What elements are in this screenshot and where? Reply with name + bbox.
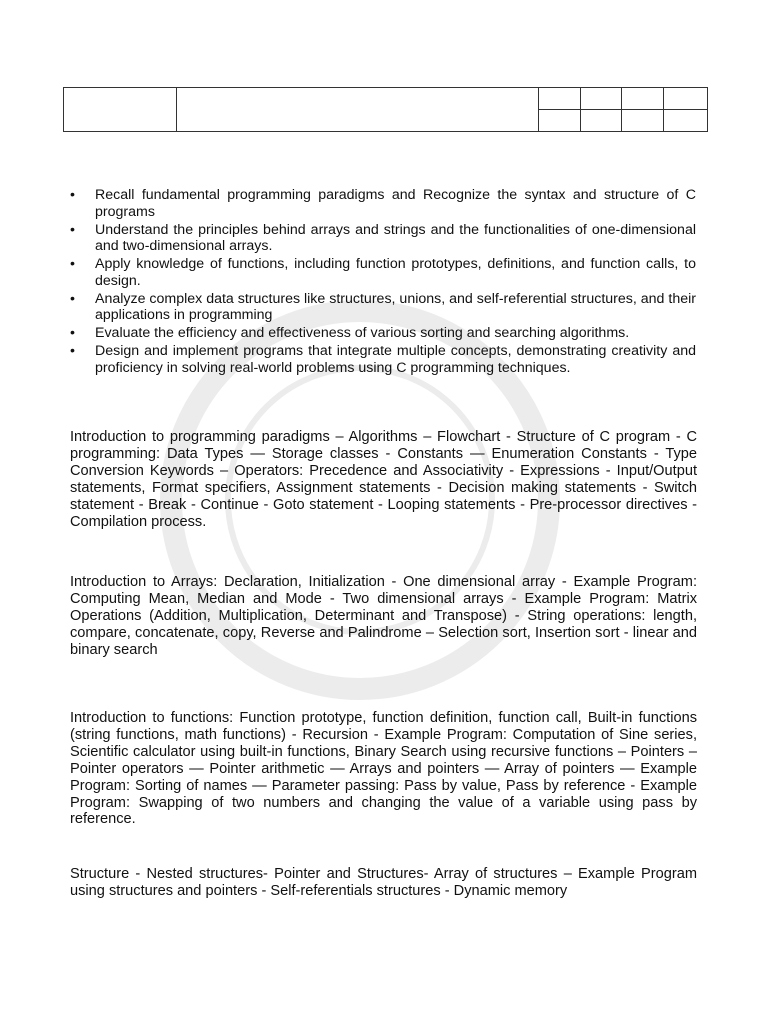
objective-text: Evaluate the efficiency and effectiveness of various sorting and searching algorithms.	[95, 325, 630, 341]
table-cell	[177, 88, 539, 132]
table-cell	[664, 88, 708, 110]
list-item	[70, 222, 696, 255]
list-item	[70, 187, 696, 220]
table-row	[64, 88, 708, 110]
list-item	[70, 291, 696, 324]
bullet-icon: •	[70, 290, 75, 307]
table-cell	[581, 88, 622, 110]
objective-text: Apply knowledge of functions, including function prototypes, definitions, and function calls, to design.	[95, 256, 696, 289]
bullet-icon: •	[70, 221, 75, 238]
list-item	[70, 343, 696, 376]
table-cell	[622, 110, 664, 132]
bullet-icon: •	[70, 187, 75, 203]
table-cell	[622, 88, 664, 110]
unit-2-content: Introduction to Arrays: Declaration, Initialization - One dimensional array - Example Program: Computing Mean, Median and Mode - Two dimensional arrays - Example Program: Matrix Operations (Addition, Multiplication, Determinant and Transpose) - String operations: length, compare, concatenate, copy, Reverse and Palindrome – Selection sort, Insertion sort - linear and binary search	[70, 574, 697, 658]
course-objectives-list	[70, 187, 696, 378]
table-cell	[539, 110, 581, 132]
bullet-icon: •	[70, 325, 75, 341]
table-cell	[64, 88, 177, 132]
unit-1-content: Introduction to programming paradigms – Algorithms – Flowchart - Structure of C program - C programming: Data Types — Storage classes - Constants — Enumeration Constants - Type Conversion Keywords – Operators: Precedence and Associativity - Expressions - Input/Output statements, Format specifiers, Assignment statements - Decision making statements - Switch statement - Break - Continue - Goto statement - Looping statements - Pre-processor directives - Compilation process.	[70, 429, 697, 530]
list-item	[70, 325, 696, 342]
objective-text: Analyze complex data structures like structures, unions, and self-referential structures, and their applications in programming	[95, 290, 696, 323]
bullet-icon: •	[70, 343, 75, 359]
unit-3-content: Introduction to functions: Function prototype, function definition, function call, Built-in functions (string functions, math functions) - Recursion - Example Program: Computation of Sine series, Scientific calculator using built-in functions, Binary Search using recursive functions – Pointers – Pointer operators — Pointer arithmetic — Arrays and pointers — Array of pointers — Example Program: Sorting of names — Parameter passing: Pass by value, Pass by reference - Example Program: Swapping of two numbers and changing the value of a variable using pass by reference.	[70, 710, 697, 828]
objective-text: Design and implement programs that integrate multiple concepts, demonstrating creativity and proficiency in solving real-world problems using C programming techniques.	[95, 343, 696, 376]
objective-text: Understand the principles behind arrays and strings and the functionalities of one-dimensional and two-dimensional arrays.	[95, 221, 696, 254]
table-cell	[664, 110, 708, 132]
course-header-table	[63, 87, 708, 132]
table-cell	[539, 88, 581, 110]
bullet-icon: •	[70, 256, 75, 272]
table-cell	[581, 110, 622, 132]
objective-text: Recall fundamental programming paradigms and Recognize the syntax and structure of C programs	[95, 187, 696, 220]
unit-4-content: Structure - Nested structures- Pointer and Structures- Array of structures – Example Program using structures and pointers - Self-referentials structures - Dynamic memory	[70, 866, 697, 899]
list-item	[70, 256, 696, 289]
